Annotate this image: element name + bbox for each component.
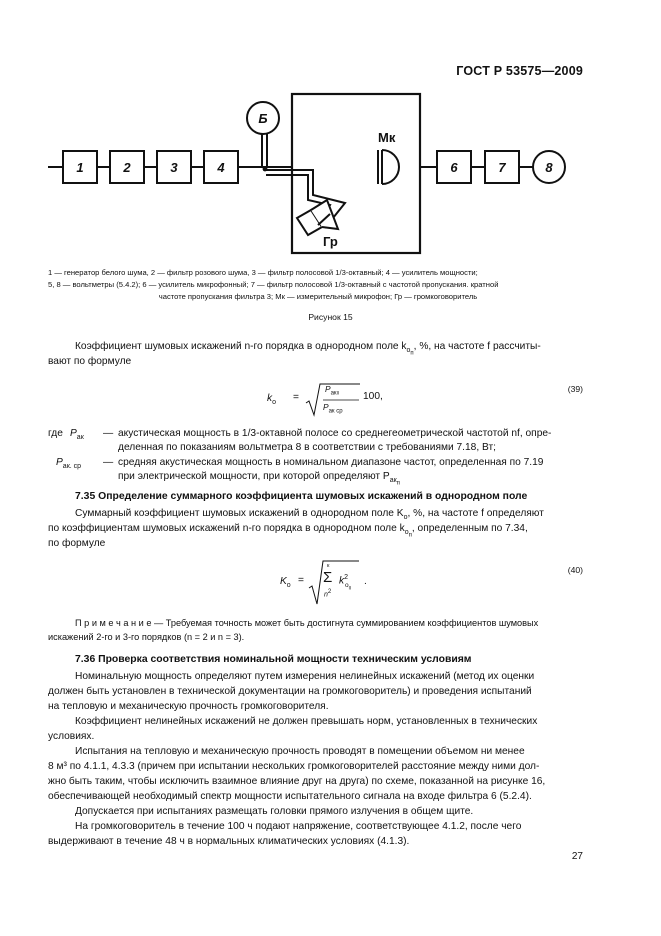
sub: ак [330, 390, 337, 397]
den: P [323, 402, 329, 412]
figure-legend [48, 267, 588, 303]
def-1-line-1: акустическая мощность в 1/3-октавной полосе со среднегеометрической частотой nf, опре- [118, 428, 552, 439]
sup: 2 [327, 589, 332, 595]
sub: ак ср [328, 408, 343, 415]
lhs: k [267, 393, 273, 404]
sym: P [56, 457, 63, 468]
text: при электрической мощности, при которой определяют P [118, 471, 390, 482]
paragraph-noise-coefficient-line2: вают по формуле [48, 356, 132, 367]
sub: о [404, 529, 409, 537]
subsub: п [396, 480, 400, 487]
section-7-36-title: 7.36 Проверка соответствия номинальной мощности техническим условиям [75, 654, 472, 665]
section-7-35-line-3: по формуле [48, 538, 106, 549]
section-7-36-p1-l2: должен быть установлен в технической документации на громкоговоритель) и проведения испытаний [48, 686, 532, 697]
subsub: п [336, 390, 340, 397]
section-7-36-p2-l1: Коэффициент нелинейных искажений не должен превышать норм, установленных в технических [75, 716, 538, 727]
text: , определенным по 7.34, [411, 523, 528, 534]
formula-40 [280, 560, 390, 608]
microphone-icon [382, 150, 399, 184]
def-1-line-2: деленная по показаниям вольтметра 8 в соответствии с требованиями 7.18, Вт; [118, 442, 496, 453]
section-7-36-p3-l4: обеспечивающей необходимый спектр мощности испытательного сигнала на входе фильтра 6 (5.2.4). [48, 791, 532, 802]
term: k [339, 575, 345, 587]
note-label: П р и м е ч а н и е [75, 618, 152, 628]
section-7-35-line-2 [48, 522, 528, 543]
lhs: K [280, 576, 287, 587]
block-1-label: 1 [76, 160, 84, 175]
text: по коэффициентам шумовых искажений n-го порядка в однородном поле k [48, 523, 405, 534]
legend-line-1: 1 — генератор белого шума, 2 — фильтр розового шума, 3 — фильтр полосовой 1/3-октавный; 4 — усилитель мощности; [48, 268, 478, 277]
subsub: п [408, 532, 412, 539]
subsub: п [348, 585, 352, 592]
block-2-label: 2 [123, 160, 131, 175]
sum-sign: Σ [323, 569, 333, 586]
sub: ак [389, 477, 397, 485]
def-2-symbol [56, 456, 81, 475]
sub: о [345, 582, 349, 589]
tail: . [364, 576, 367, 587]
block-7-label: 7 [498, 160, 506, 175]
figure-title: Рисунок 15 [308, 312, 353, 322]
section-7-36-p3-l3: жно быть таким, чтобы исключить взаимное влияние друг на друга) по схеме, показанной на рисунке 16, [48, 776, 546, 787]
factor: 100, [363, 391, 383, 402]
circle-b-label: Б [258, 111, 268, 126]
where-label: где [48, 428, 63, 439]
note-line-2: искажений 2-го и 3-го порядков (n = 2 и n = 3). [48, 632, 245, 642]
eq: = [293, 392, 299, 403]
document-header: ГОСТ Р 53575—2009 [456, 64, 583, 78]
sub: о [272, 399, 276, 407]
section-7-35-title: 7.35 Определение суммарного коэффициента шумовых искажений в однородном поле [75, 491, 528, 502]
subsub: п [410, 350, 414, 357]
block-4-label: 4 [217, 160, 225, 175]
sub: ак. ср [62, 463, 82, 471]
sub: о [403, 514, 408, 522]
equation-number-39: (39) [567, 384, 583, 394]
sub: о [286, 582, 291, 590]
section-7-36-p3-l2: 8 м³ по 4.1.1, 4.3.3 (причем при испытании нескольких громкоговорителей расстояние между ними дол- [48, 761, 540, 772]
sum-upper: к [327, 563, 330, 569]
section-7-36-p1-l3: на тепловую и механическую прочность громкоговорителя. [48, 701, 329, 712]
section-7-36-p5-l2: выдерживают в течение 48 ч в нормальных климатических условиях (4.1.3). [48, 836, 410, 847]
text: , %, на частоте f определяют [407, 508, 544, 519]
section-7-36-p5-l1: На громкоговоритель в течение 100 ч подают напряжение, соответствующее 4.1.2, после чего [75, 821, 522, 832]
legend-line-2: 5, 8 — вольтметры (5.4.2); 6 — усилитель микрофонный; 7 — фильтр полосовой 1/3-октавный с частотой пропускания. кратной [48, 280, 499, 289]
note-line-1 [75, 617, 538, 630]
section-7-36-p3-l1: Испытания на тепловую и механическую прочность проводят в помещении объемом ни менее [75, 746, 525, 757]
block-diagram [0, 0, 661, 270]
text: — Требуемая точность может быть достигнута суммированием коэффициентов шумовых [151, 618, 539, 628]
text: Суммарный коэффициент шумовых искажений в однородном поле K [75, 508, 404, 519]
block-6-label: 6 [450, 160, 458, 175]
sqrt-sign [308, 560, 360, 606]
def-2-dash: — [103, 457, 114, 468]
section-7-36-p1-l1: Номинальную мощность определяют путем измерения нелинейных искажений (метод их оценки [75, 671, 535, 682]
speaker-label: Гр [323, 234, 338, 249]
sup: 2 [344, 574, 348, 581]
sub: ак [76, 434, 84, 442]
mic-label: Мк [378, 130, 396, 145]
loudspeaker-icon [297, 200, 338, 235]
legend-line-3: частоте пропускания фильтра 3; Мк — измерительный микрофон; Гр — громкоговоритель [158, 292, 478, 301]
def-1-dash: — [103, 428, 114, 439]
def-1-symbol [70, 427, 84, 446]
equation-number-40: (40) [567, 565, 583, 575]
eq: = [298, 575, 304, 586]
text: Коэффициент шумовых искажений n-го порядка в однородном поле k [75, 341, 407, 352]
block-3-label: 3 [170, 160, 178, 175]
page-number: 27 [571, 851, 583, 862]
sub: о [406, 347, 411, 355]
text: , %, на частоте f рассчиты- [413, 341, 541, 352]
circle-8-label: 8 [545, 160, 553, 175]
sum-lower: n [324, 591, 328, 599]
section-7-36-p2-l2: условиях. [48, 731, 95, 742]
section-7-36-p4: Допускается при испытаниях размещать головки прямого излучения в общем щите. [75, 806, 474, 817]
formula-39 [267, 383, 387, 419]
sym: P [70, 428, 77, 439]
def-2-line-2 [118, 470, 400, 491]
paragraph-noise-coefficient [75, 340, 585, 361]
def-2-line-1: средняя акустическая мощность в номинальном диапазоне частот, определенная по 7.19 [118, 457, 544, 468]
num: P [325, 384, 331, 394]
